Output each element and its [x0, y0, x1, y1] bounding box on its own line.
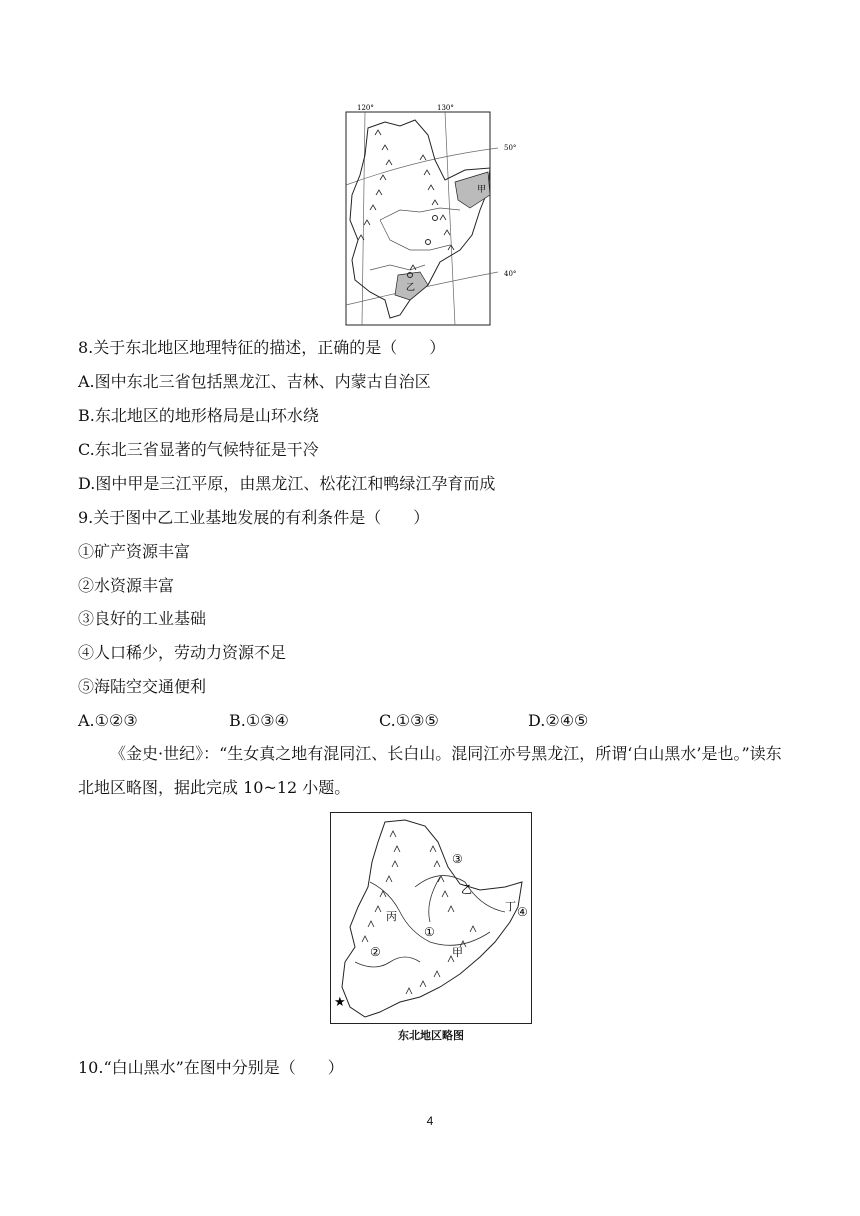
- q9-item-5: ⑤海陆空交通便利: [78, 677, 207, 696]
- q8-stem: 8.关于东北地区地理特征的描述，正确的是（ ）: [78, 338, 446, 357]
- q9-choice-b: B.①③④: [229, 711, 289, 730]
- q8-option-c: C.东北三省显著的气候特征是干冷: [78, 440, 319, 459]
- label-bing: 丙: [386, 910, 397, 923]
- lon-label-120: 120°: [357, 104, 374, 112]
- q9-choice-d: D.②④⑤: [528, 711, 589, 730]
- label-jia: 甲: [452, 946, 463, 959]
- lon-label-130: 130°: [437, 104, 454, 112]
- q9-stem: 9.关于图中乙工业基地发展的有利条件是（ ）: [78, 508, 430, 527]
- q9-item-2: ②水资源丰富: [78, 576, 175, 595]
- label-circle-2: ②: [370, 945, 381, 959]
- lat-label-40: 40°: [504, 270, 517, 278]
- q9-item-3: ③良好的工业基础: [78, 609, 207, 628]
- label-jia: 甲: [477, 185, 487, 195]
- label-circle-1: ①: [424, 925, 435, 939]
- northeast-map-2: [330, 812, 532, 1024]
- q9-item-1: ①矿产资源丰富: [78, 542, 191, 561]
- label-ding: 丁: [505, 900, 516, 913]
- northeast-map-1: [340, 100, 520, 330]
- label-circle-4: ④: [517, 905, 528, 919]
- q9-choice-a: A.①②③: [78, 711, 138, 730]
- q8-option-a: A.图中东北三省包括黑龙江、吉林、内蒙古自治区: [78, 372, 431, 391]
- q8-option-d: D.图中甲是三江平原，由黑龙江、松花江和鸭绿江孕育而成: [78, 474, 496, 493]
- label-yi: 乙: [406, 283, 416, 293]
- page-number: 4: [426, 1114, 434, 1128]
- q10-stem: 10.“白山黑水”在图中分别是（ ）: [78, 1058, 344, 1077]
- q9-choice-c: C.①③⑤: [379, 711, 439, 730]
- lat-label-50: 50°: [504, 144, 517, 152]
- map-caption: 东北地区略图: [398, 1029, 464, 1042]
- q8-option-b: B.东北地区的地形格局是山环水绕: [78, 406, 319, 425]
- label-yi: 乙: [461, 883, 472, 896]
- star-icon: ★: [334, 995, 346, 1010]
- q9-item-4: ④人口稀少，劳动力资源不足: [78, 643, 287, 662]
- label-circle-3: ③: [452, 852, 463, 866]
- passage: 《金史·世纪》：“生女真之地有混同江、长白山。混同江亦号黑龙江，所谓‘白山黑水’是也。”读东北地区略图，据此完成 10~12 小题。: [78, 744, 782, 797]
